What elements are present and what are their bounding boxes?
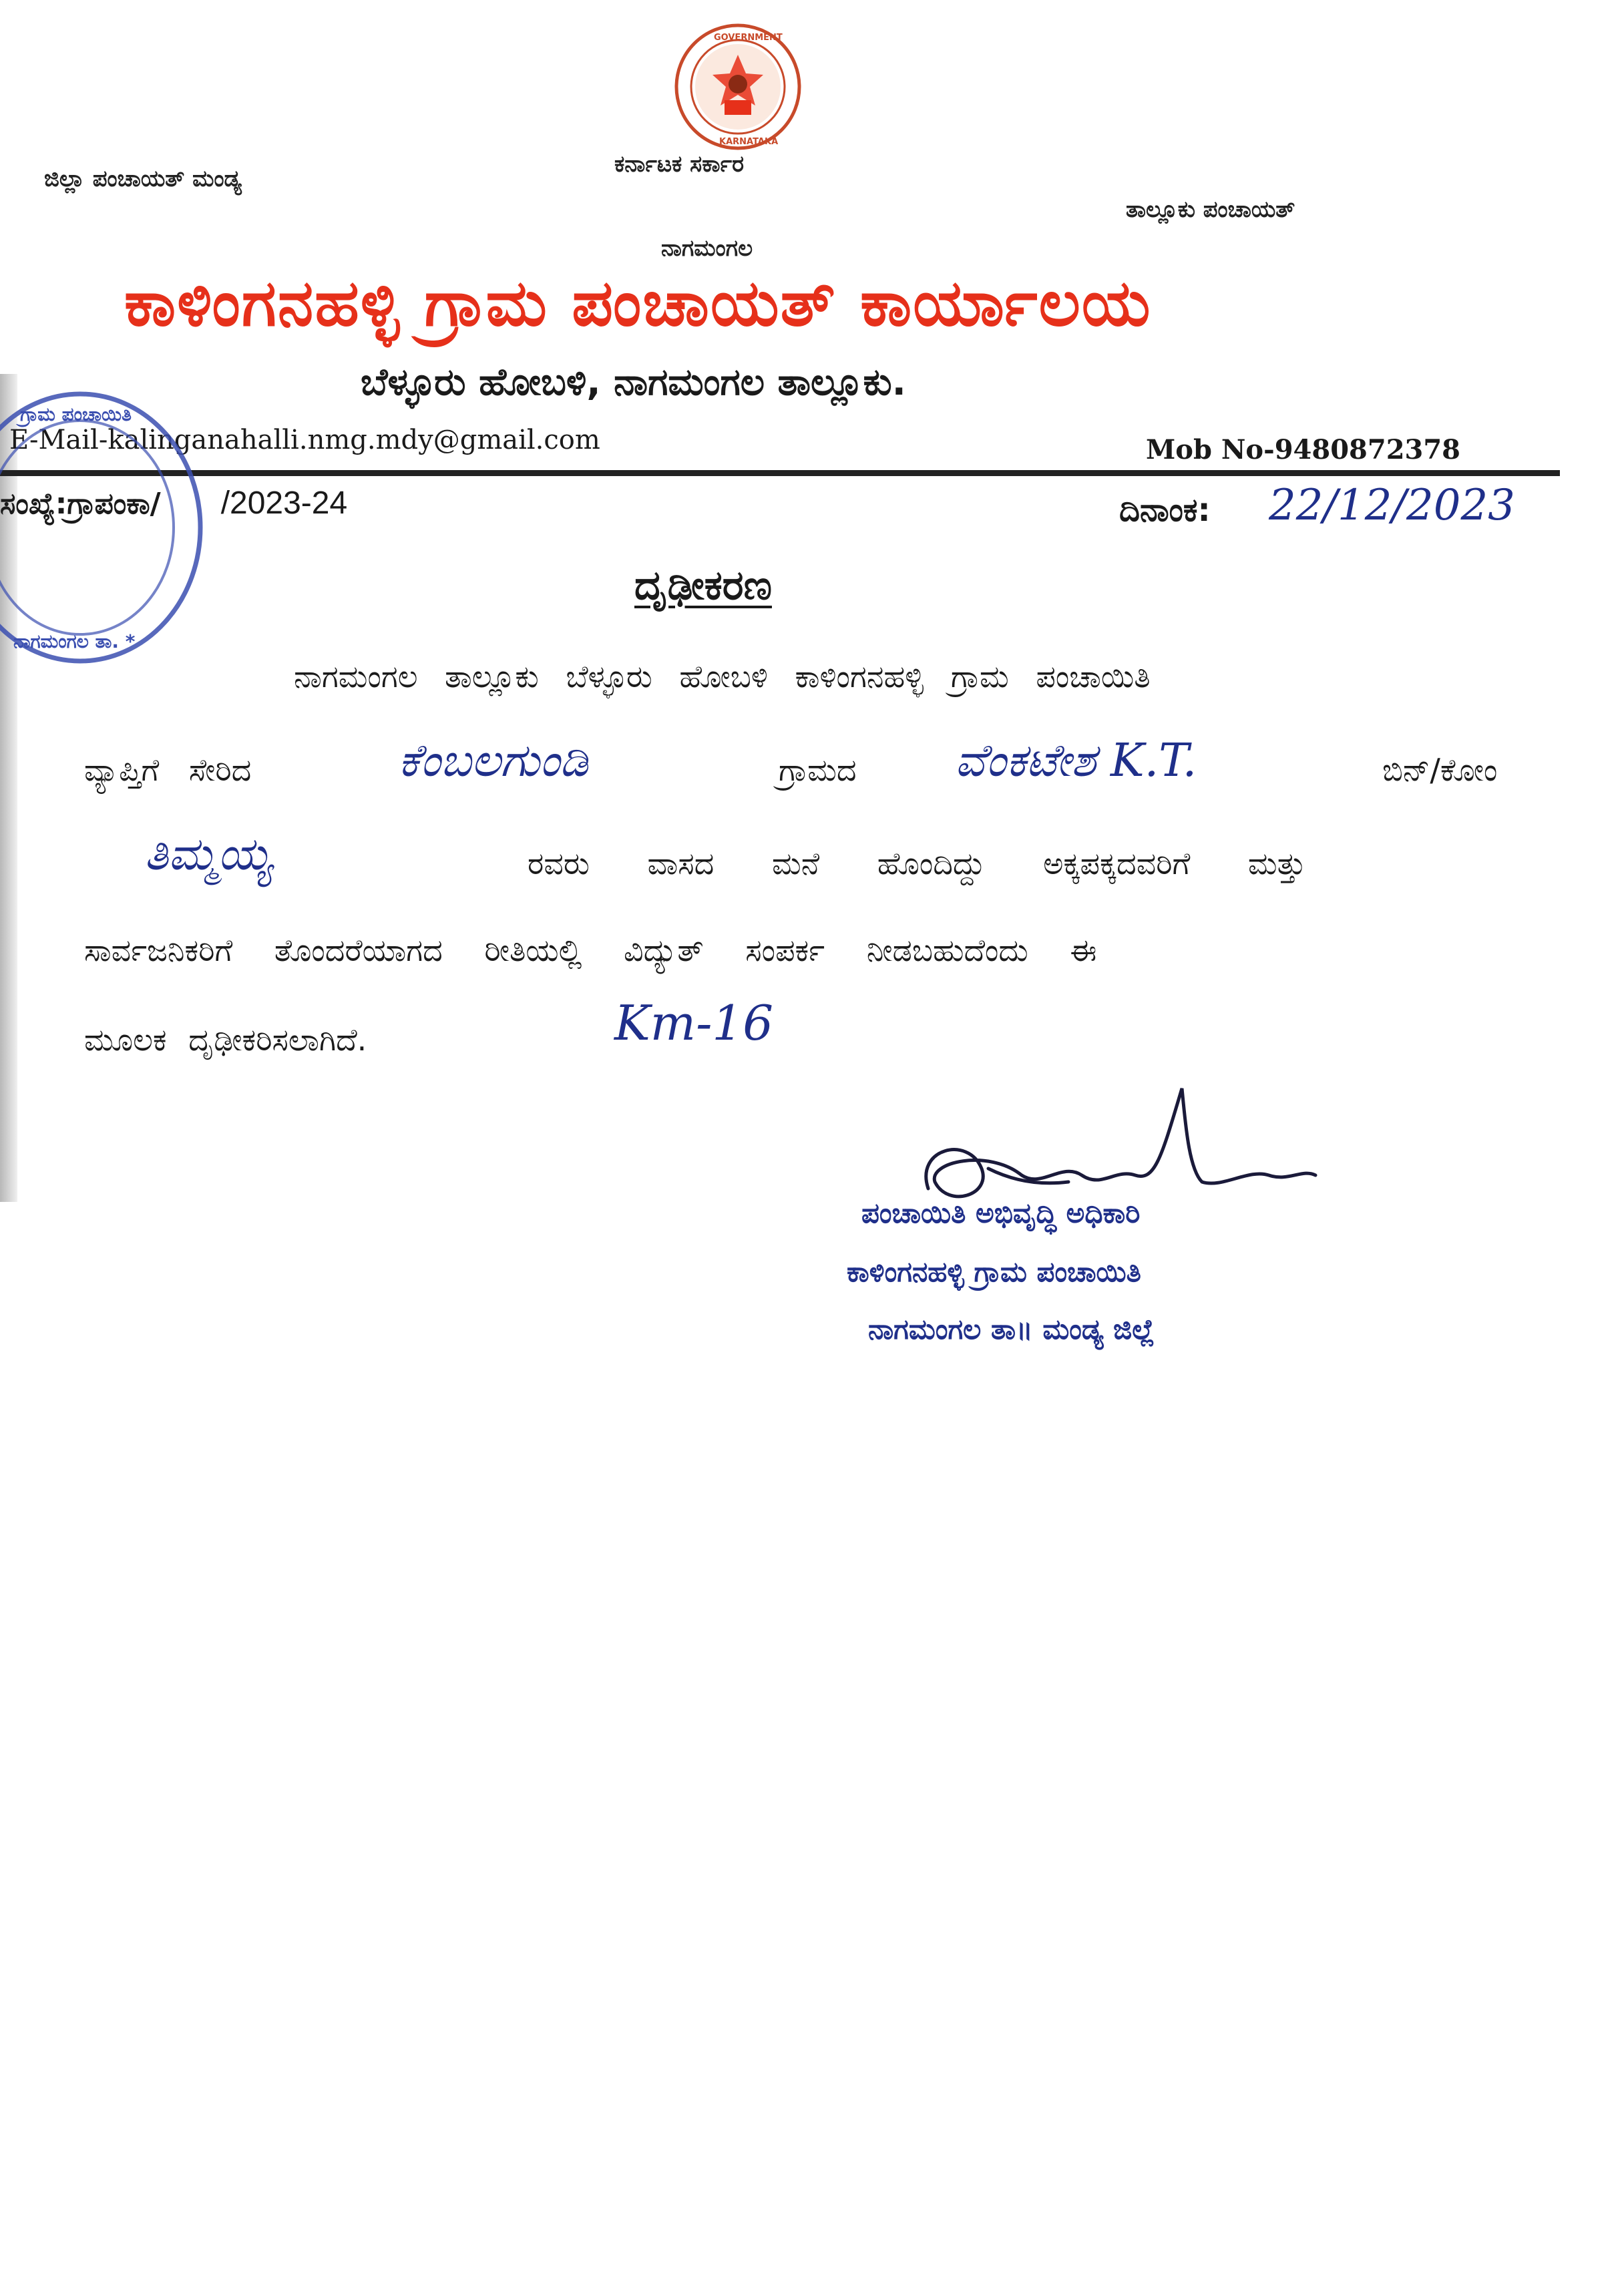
person-name-handwritten: ವೆಂಕಟೇಶ K.T. bbox=[955, 735, 1197, 787]
taluk-name-label: ನಾಗಮಂಗಲ bbox=[661, 235, 753, 262]
signatory-office: ಕಾಳಿಂಗನಹಳ್ಳಿ ಗ್ರಾಮ ಪಂಚಾಯಿತಿ bbox=[847, 1255, 1141, 1288]
svg-text:KARNATAKA: KARNATAKA bbox=[719, 137, 779, 147]
government-emblem-icon bbox=[671, 20, 805, 154]
reference-code-handwritten: Km-16 bbox=[614, 995, 774, 1051]
village-name-handwritten: ಕೆಂಬಲಗುಂಡಿ bbox=[398, 735, 588, 787]
body-line: ನಾಗಮಂಗಲ ತಾಲ್ಲೂಕು ಬೆಳ್ಳೂರು ಹೋಬಳಿ ಕಾಳಿಂಗನಹಳ್ಳಿ ಗ್ರಾಮ ಪಂಚಾಯಿತಿ bbox=[294, 658, 1151, 694]
body-line: ವ್ಯಾಪ್ತಿಗೆ ಸೇರಿದ bbox=[84, 752, 252, 788]
mobile-number: Mob No-9480872378 bbox=[1146, 434, 1461, 465]
header-divider bbox=[0, 470, 1560, 476]
svg-text:ಗ್ರಾಮ ಪಂಚಾಯಿತಿ: ಗ್ರಾಮ ಪಂಚಾಯಿತಿ bbox=[20, 403, 132, 425]
father-name-handwritten: ತಿಮ್ಮಯ್ಯ bbox=[144, 828, 273, 881]
office-title: ಕಾಳಿಂಗನಹಳ್ಳಿ ಗ್ರಾಮ ಪಂಚಾಯತ್ ಕಾರ್ಯಾಲಯ bbox=[124, 266, 1152, 341]
body-line: ಸಾರ್ವಜನಿಕರಿಗೆ ತೊಂದರೆಯಾಗದ ರೀತಿಯಲ್ಲಿ ವಿದ್ಯುತ್ ಸಂಪರ್ಕ ನೀಡಬಹುದೆಂದು ಈ bbox=[84, 932, 1097, 968]
date-value-handwritten: 22/12/2023 bbox=[1269, 481, 1515, 530]
reference-year: /2023-24 bbox=[220, 485, 348, 521]
signatory-location: ನಾಗಮಂಗಲ ತಾ॥ ಮಂಡ್ಯ ಜಿಲ್ಲೆ bbox=[868, 1313, 1155, 1345]
svg-text:GOVERNMENT: GOVERNMENT bbox=[714, 33, 783, 43]
state-government-label: ಕರ್ನಾಟಕ ಸರ್ಕಾರ bbox=[614, 151, 745, 178]
svg-text:ನಾಗಮಂಗಲ ತಾ. *: ನಾಗಮಂಗಲ ತಾ. * bbox=[13, 630, 136, 652]
taluk-panchayat-label: ತಾಲ್ಲೂಕು ಪಂಚಾಯತ್ bbox=[1126, 196, 1295, 223]
email-address: E-Mail-kalinganahalli.nmg.mdy@gmail.com bbox=[9, 425, 600, 455]
body-line: ಮೂಲಕ ದೃಢೀಕರಿಸಲಾಗಿದೆ. bbox=[84, 1022, 367, 1058]
office-address: ಬೆಳ್ಳೂರು ಹೋಬಳಿ, ನಾಗಮಂಗಲ ತಾಲ್ಲೂಕು. bbox=[361, 361, 906, 404]
body-line: ಬಿನ್/ಕೋಂ bbox=[1382, 752, 1498, 788]
office-seal-stamp bbox=[0, 374, 214, 681]
district-panchayat-label: ಜಿಲ್ಲಾ ಪಂಚಾಯತ್ ಮಂಡ್ಯ bbox=[44, 166, 242, 192]
document-title: ದೃಢೀಕರಣ bbox=[634, 562, 772, 609]
reference-label: ಸಂಖ್ಯೆ:ಗ್ರಾಪಂಕಾ/ bbox=[0, 487, 161, 521]
signatory-designation: ಪಂಚಾಯಿತಿ ಅಭಿವೃದ್ಧಿ ಅಧಿಕಾರಿ bbox=[861, 1197, 1141, 1229]
body-line: ರವರು ವಾಸದ ಮನೆ ಹೊಂದಿದ್ದು ಅಕ್ಕಪಕ್ಕದವರಿಗೆ ಮತ್ತು bbox=[528, 845, 1306, 881]
body-line: ಗ್ರಾಮದ bbox=[779, 752, 857, 788]
date-label: ದಿನಾಂಕ: bbox=[1119, 491, 1211, 529]
